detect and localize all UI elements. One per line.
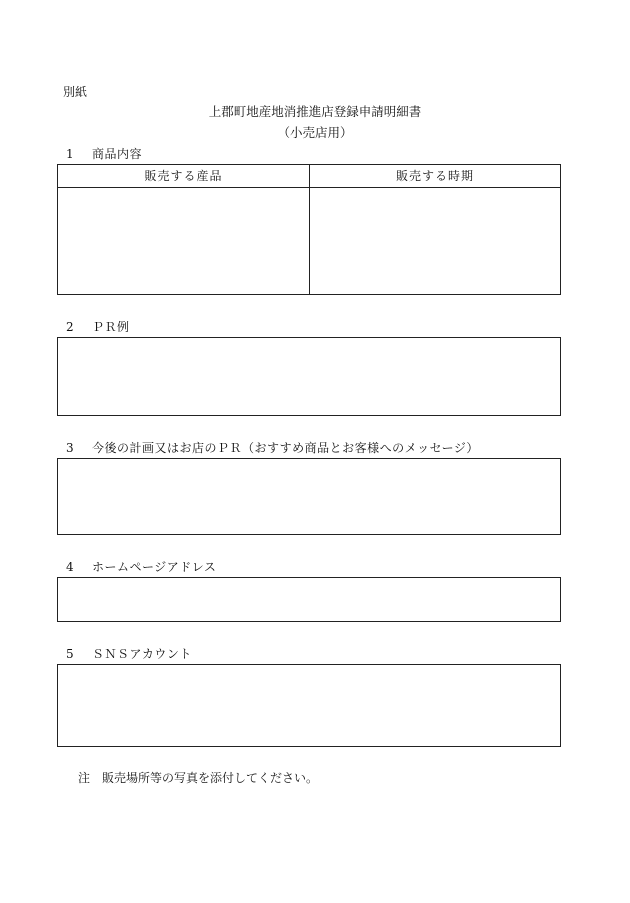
product-table bbox=[57, 164, 561, 295]
section-1-number: 1 bbox=[66, 147, 75, 161]
section-4-heading bbox=[66, 561, 216, 573]
section-1-label: 商品内容 bbox=[92, 147, 143, 161]
document-title: 上郡町地産地消推進店登録申請明細書 bbox=[208, 104, 422, 119]
pr-example-box[interactable] bbox=[57, 337, 561, 416]
section-5-number: 5 bbox=[66, 647, 75, 661]
homepage-address-box[interactable] bbox=[57, 577, 561, 622]
section-4-number: 4 bbox=[66, 560, 75, 574]
section-2-number: 2 bbox=[66, 320, 75, 334]
section-3-label: 今後の計画又はお店のＰＲ（おすすめ商品とお客様へのメッセージ） bbox=[92, 441, 479, 455]
header-period: 販売する時期 bbox=[395, 169, 474, 183]
section-3-number: 3 bbox=[66, 441, 75, 455]
note: 注 販売場所等の写真を添付してください。 bbox=[78, 771, 319, 785]
section-5-label: ＳＮＳアカウント bbox=[92, 647, 192, 661]
section-5-heading bbox=[66, 648, 192, 660]
header-products: 販売する産品 bbox=[144, 169, 223, 183]
products-cell[interactable] bbox=[58, 188, 309, 294]
section-2-heading bbox=[66, 321, 130, 333]
section-2-label: ＰＲ例 bbox=[92, 320, 130, 334]
annex-label: 別紙 bbox=[63, 85, 88, 99]
section-4-label: ホームページアドレス bbox=[92, 560, 217, 574]
sns-account-box[interactable] bbox=[57, 664, 561, 747]
period-cell[interactable] bbox=[310, 188, 560, 294]
section-1-heading bbox=[66, 148, 142, 160]
section-3-heading bbox=[66, 442, 479, 454]
plan-pr-box[interactable] bbox=[57, 458, 561, 535]
document-subtitle: （小売店用） bbox=[277, 125, 353, 140]
